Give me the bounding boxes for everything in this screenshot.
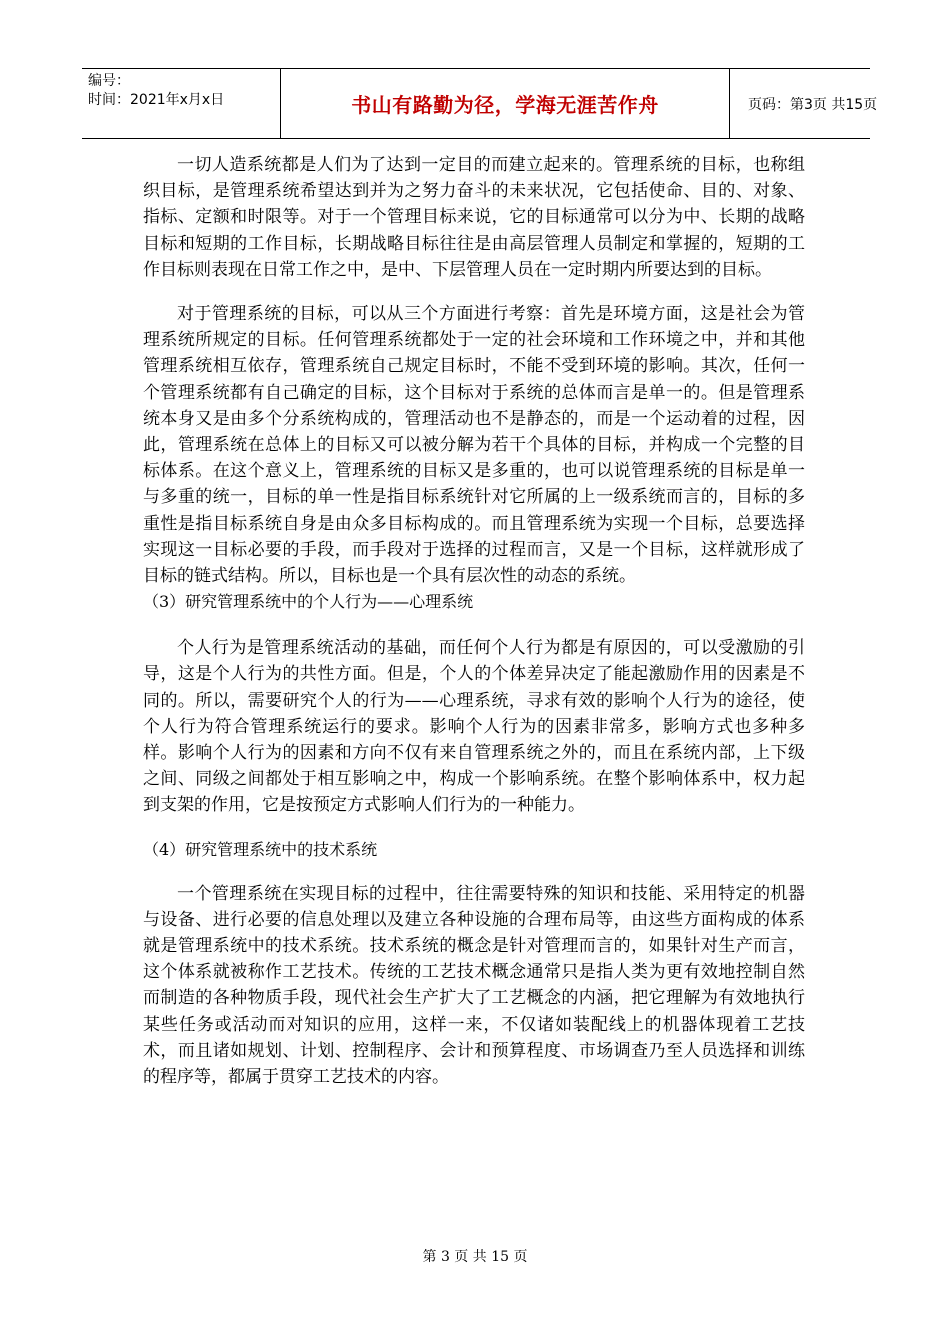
section-heading-4: （4）研究管理系统中的技术系统 [143, 839, 378, 859]
header-page-cell [730, 69, 878, 138]
paragraph-2: 对于管理系统的目标，可以从三个方面进行考察：首先是环境方面，这是社会为管理系统所规定的目标。任何管理系统都处于一定的社会环境和工作环境之中，并和其他管理系统相互依存，管理系统自己规定目标时，不能不受到环境的影响。其次，任何一个管理系统都有自己确定的目标，这个目标对于系统的总体而言是单一的。但是管理系统本身又是由多个分系统构成的，管理活动也不是静态的，而是一个运动着的过程，因此，管理系统在总体上的目标又可以被分解为若干个具体的目标，并构成一个完整的目标体系。在这个意义上，管理系统的目标又是多重的，也可以说管理系统的目标是单一与多重的统一，目标的单一性是指目标系统针对它所属的上一级系统而言的，目标的多重性是指目标系统自身是由众多目标构成的。而且管理系统为实现一个目标，总要选择实现这一目标必要的手段，而手段对于选择的过程而言，又是一个目标，这样就形成了目标的链式结构。所以，目标也是一个具有层次性的动态的系统。 [143, 304, 805, 587]
paragraph-1: 一切人造系统都是人们为了达到一定目的而建立起来的。管理系统的目标，也称组织目标，是管理系统希望达到并为之努力奋斗的未来状况，它包括使命、目的、对象、指标、定额和时限等。对于一个管理目标来说，它的目标通常可以分为中、长期的战略目标和短期的工作目标，长期战略目标往往是由高层管理人员制定和掌握的，短期的工作目标则表现在日常工作之中，是中、下层管理人员在一定时期内所要达到的目标。 [143, 155, 805, 280]
document-body [143, 152, 805, 1090]
page-header [82, 68, 878, 139]
header-motto: 书山有路勤为径，学海无涯苦作舟 [351, 93, 659, 117]
document-date-label: 时间：2021年x月x日 [88, 92, 225, 108]
paragraph-4: 一个管理系统在实现目标的过程中，往往需要特殊的知识和技能、采用特定的机器与设备、进行必要的信息处理以及建立各种设施的合理布局等，由这些方面构成的体系就是管理系统中的技术系统。技术系统的概念是针对管理而言的，如果针对生产而言，这个体系就被称作工艺技术。传统的工艺技术概念通常只是指人类为更有效地控制自然而制造的各种物质手段，现代社会生产扩大了工艺概念的内涵，把它理解为有效地执行某些任务或活动而对知识的应用，这样一来，不仅诸如装配线上的机器体现着工艺技术，而且诸如规划、计划、控制程序、会计和预算程度、市场调查乃至人员选择和训练的程序等，都属于贯穿工艺技术的内容。 [143, 883, 805, 1088]
paragraph-3: 个人行为是管理系统活动的基础，而任何个人行为都是有原因的，可以受激励的引导，这是个人行为的共性方面。但是，个人的个体差异决定了能起激励作用的因素是不同的。所以，需要研究个人的行为——心理系统，寻求有效的影响个人行为的途径，使个人行为符合管理系统运行的要求。影响个人行为的因素非常多，影响方式也多种多样。影响个人行为的因素和方向不仅有来自管理系统之外的，而且在系统内部，上下级之间、同级之间都处于相互影响之中，构成一个影响系统。在整个影响体系中，权力起到支架的作用，它是按预定方式影响人们行为的一种能力。 [143, 638, 805, 816]
document-number-label: 编号： [88, 73, 130, 89]
header-meta [82, 69, 280, 138]
page-footer: 第 3 页 共 15 页 [422, 1249, 528, 1265]
header-page-info: 页码：第3页 共15页 [748, 96, 878, 113]
section-heading-3: （3）研究管理系统中的个人行为——心理系统 [143, 592, 474, 612]
header-motto-cell [280, 69, 730, 138]
